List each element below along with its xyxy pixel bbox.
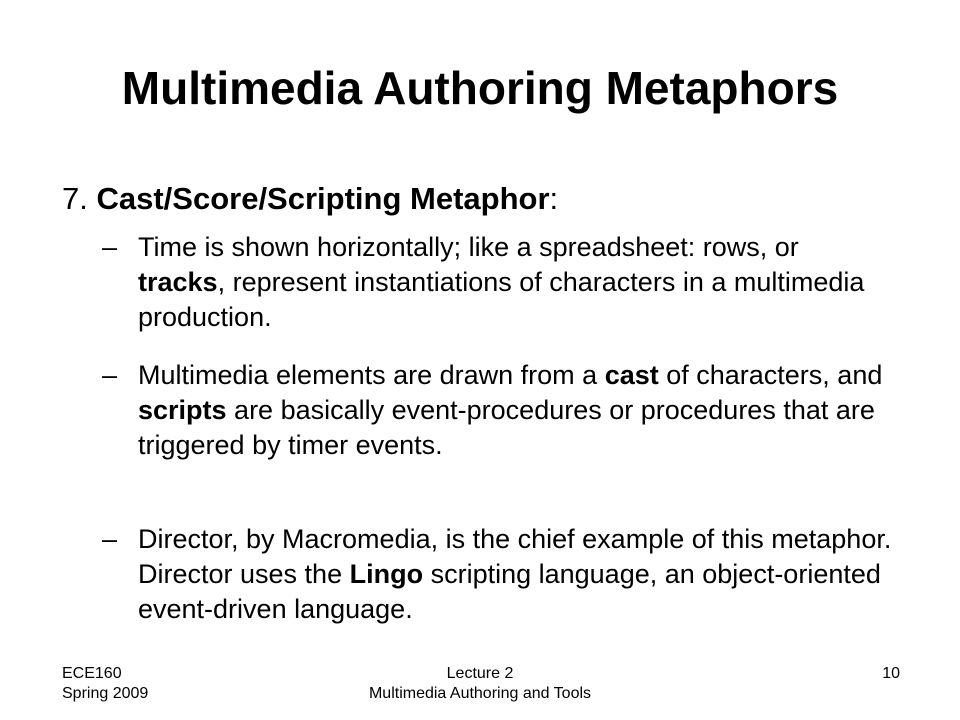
- bullet-text-part: , represent instantiations of characters in a multimedia production.: [138, 267, 865, 332]
- bullet-dash: –: [102, 360, 118, 390]
- bullet-text: [138, 522, 892, 627]
- bullet-dash: –: [102, 232, 118, 262]
- bullet-keyword: tracks: [138, 267, 218, 297]
- bullet-text-part: Director, by Macromedia, is the chief example of this metaphor. Director uses the: [138, 524, 892, 589]
- bullet-text-part: are basically event-procedures or procedures that are triggered by timer events.: [138, 395, 875, 460]
- heading-bold-text: Cast/Score/Scripting Metaphor: [96, 181, 550, 216]
- bullet-keyword: cast: [604, 360, 659, 390]
- bullet-text: [138, 358, 892, 463]
- bullet-item: [102, 522, 892, 627]
- bullet-item: [102, 230, 892, 335]
- bullet-text-part: of characters, and: [658, 360, 883, 390]
- bullet-dash: –: [102, 524, 118, 554]
- footer-course-info: [62, 664, 148, 704]
- footer-term: Spring 2009: [62, 685, 149, 702]
- slide-page-number: 10: [882, 665, 900, 682]
- bullet-text: [138, 230, 892, 335]
- heading-suffix: :: [549, 181, 559, 216]
- bullet-keyword: scripts: [138, 395, 227, 425]
- footer-course: ECE160: [62, 665, 122, 682]
- bullet-text-part: Multimedia elements are drawn from a: [138, 360, 605, 390]
- section-heading: [62, 180, 558, 218]
- heading-number: 7.: [62, 181, 88, 216]
- footer-lecture-info: [280, 664, 680, 704]
- bullet-text-part: Time is shown horizontally; like a spreadsheet: rows, or: [138, 232, 799, 262]
- bullet-keyword: Lingo: [349, 559, 424, 589]
- slide-title: Multimedia Authoring Metaphors: [121, 62, 839, 114]
- footer-lecture-topic: Multimedia Authoring and Tools: [368, 685, 592, 702]
- bullet-text-part: scripting language, an object-oriented event-driven language.: [138, 559, 881, 624]
- bullet-item: [102, 358, 892, 463]
- footer-lecture: Lecture 2: [446, 665, 514, 682]
